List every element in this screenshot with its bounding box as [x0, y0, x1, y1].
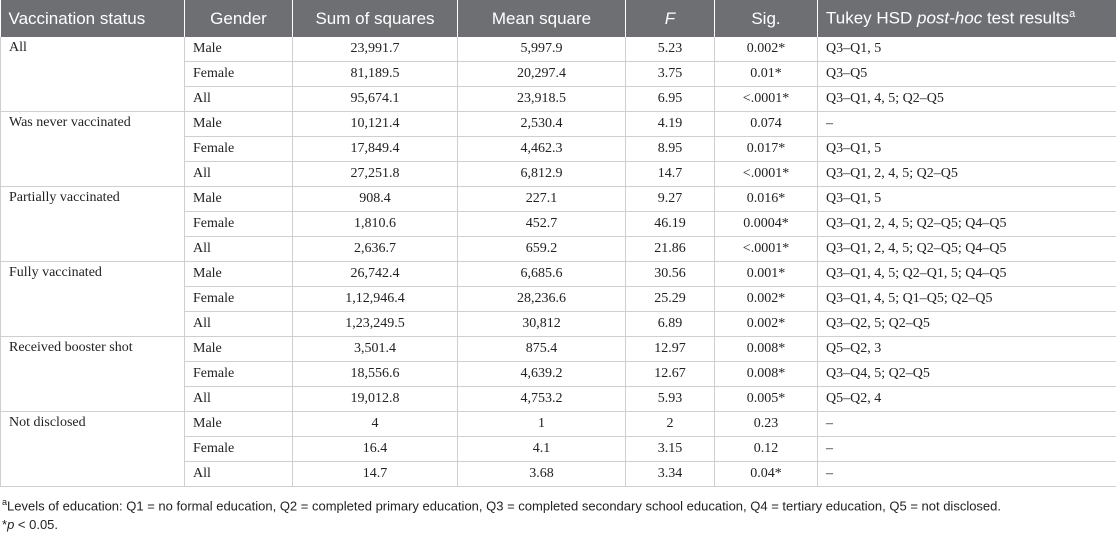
sum-of-squares-cell: 4	[293, 412, 458, 437]
tukey-cell: Q3–Q1, 5	[818, 137, 1116, 162]
f-cell: 46.19	[626, 212, 715, 237]
header-tukey-italic: post-hoc	[917, 8, 983, 28]
f-cell: 3.15	[626, 437, 715, 462]
sig-cell: 0.002*	[715, 287, 818, 312]
f-cell: 21.86	[626, 237, 715, 262]
vaccination-status-cell: Not disclosed	[1, 412, 185, 487]
sig-cell: <.0001*	[715, 162, 818, 187]
f-cell: 25.29	[626, 287, 715, 312]
mean-square-cell: 4.1	[458, 437, 626, 462]
tukey-cell: Q3–Q1, 5	[818, 187, 1116, 212]
mean-square-cell: 6,812.9	[458, 162, 626, 187]
header-f-label: F	[664, 8, 676, 28]
sum-of-squares-cell: 81,189.5	[293, 62, 458, 87]
gender-cell: Female	[185, 62, 293, 87]
tukey-cell: Q3–Q1, 5	[818, 37, 1116, 62]
f-cell: 12.97	[626, 337, 715, 362]
sig-cell: 0.01*	[715, 62, 818, 87]
sig-cell: 0.002*	[715, 37, 818, 62]
mean-square-cell: 28,236.6	[458, 287, 626, 312]
sum-of-squares-cell: 27,251.8	[293, 162, 458, 187]
gender-cell: Male	[185, 412, 293, 437]
sig-cell: 0.12	[715, 437, 818, 462]
sig-cell: 0.005*	[715, 387, 818, 412]
sig-cell: 0.0004*	[715, 212, 818, 237]
mean-square-cell: 227.1	[458, 187, 626, 212]
f-cell: 14.7	[626, 162, 715, 187]
mean-square-cell: 659.2	[458, 237, 626, 262]
footnote-a	[2, 493, 1114, 515]
gender-cell: All	[185, 162, 293, 187]
mean-square-cell: 1	[458, 412, 626, 437]
footnote-p-text: < 0.05.	[14, 517, 59, 533]
sum-of-squares-cell: 16.4	[293, 437, 458, 462]
gender-cell: All	[185, 387, 293, 412]
header-sum-of-squares: Sum of squares	[293, 0, 458, 37]
vaccination-status-cell: Received booster shot	[1, 337, 185, 412]
sum-of-squares-cell: 1,23,249.5	[293, 312, 458, 337]
vaccination-status-cell: Fully vaccinated	[1, 262, 185, 337]
f-cell: 3.34	[626, 462, 715, 487]
tukey-cell: –	[818, 112, 1116, 137]
mean-square-cell: 30,812	[458, 312, 626, 337]
f-cell: 6.89	[626, 312, 715, 337]
tukey-cell: –	[818, 412, 1116, 437]
table-row	[1, 262, 1116, 287]
gender-cell: All	[185, 87, 293, 112]
mean-square-cell: 5,997.9	[458, 37, 626, 62]
header-vaccination-status: Vaccination status	[1, 0, 185, 37]
f-cell: 4.19	[626, 112, 715, 137]
tukey-cell: Q3–Q1, 4, 5; Q2–Q1, 5; Q4–Q5	[818, 262, 1116, 287]
sum-of-squares-cell: 14.7	[293, 462, 458, 487]
table-row	[1, 187, 1116, 212]
header-gender: Gender	[185, 0, 293, 37]
sum-of-squares-cell: 26,742.4	[293, 262, 458, 287]
mean-square-cell: 452.7	[458, 212, 626, 237]
gender-cell: Female	[185, 137, 293, 162]
mean-square-cell: 4,639.2	[458, 362, 626, 387]
tukey-cell: Q3–Q1, 2, 4, 5; Q2–Q5; Q4–Q5	[818, 237, 1116, 262]
sum-of-squares-cell: 2,636.7	[293, 237, 458, 262]
f-cell: 30.56	[626, 262, 715, 287]
header-tukey	[818, 0, 1116, 37]
table-row	[1, 112, 1116, 137]
sum-of-squares-cell: 23,991.7	[293, 37, 458, 62]
sig-cell: 0.23	[715, 412, 818, 437]
tukey-cell: Q3–Q4, 5; Q2–Q5	[818, 362, 1116, 387]
sum-of-squares-cell: 3,501.4	[293, 337, 458, 362]
sig-cell: 0.04*	[715, 462, 818, 487]
vaccination-status-cell: Was never vaccinated	[1, 112, 185, 187]
mean-square-cell: 875.4	[458, 337, 626, 362]
mean-square-cell: 2,530.4	[458, 112, 626, 137]
mean-square-cell: 3.68	[458, 462, 626, 487]
header-sig: Sig.	[715, 0, 818, 37]
mean-square-cell: 4,753.2	[458, 387, 626, 412]
mean-square-cell: 6,685.6	[458, 262, 626, 287]
sig-cell: 0.001*	[715, 262, 818, 287]
header-tukey-post: test results	[982, 8, 1070, 28]
f-cell: 6.95	[626, 87, 715, 112]
gender-cell: Male	[185, 112, 293, 137]
f-cell: 3.75	[626, 62, 715, 87]
gender-cell: Male	[185, 187, 293, 212]
footnote-p	[2, 515, 1114, 534]
gender-cell: Female	[185, 212, 293, 237]
gender-cell: Male	[185, 262, 293, 287]
sum-of-squares-cell: 1,810.6	[293, 212, 458, 237]
gender-cell: Female	[185, 287, 293, 312]
gender-cell: Female	[185, 437, 293, 462]
header-tukey-pre: Tukey HSD	[826, 8, 918, 28]
sum-of-squares-cell: 18,556.6	[293, 362, 458, 387]
tukey-cell: Q3–Q5	[818, 62, 1116, 87]
sig-cell: 0.002*	[715, 312, 818, 337]
tukey-cell: Q3–Q1, 4, 5; Q1–Q5; Q2–Q5	[818, 287, 1116, 312]
mean-square-cell: 20,297.4	[458, 62, 626, 87]
header-f	[626, 0, 715, 37]
sig-cell: 0.008*	[715, 337, 818, 362]
tukey-cell: Q3–Q1, 2, 4, 5; Q2–Q5; Q4–Q5	[818, 212, 1116, 237]
sum-of-squares-cell: 1,12,946.4	[293, 287, 458, 312]
table-footnotes	[0, 487, 1116, 534]
footnote-a-text: Levels of education: Q1 = no formal education, Q2 = completed primary education, Q3 = completed secondary school education, Q4 = tertiary education, Q5 = not disclosed.	[7, 498, 1002, 514]
sig-cell: 0.017*	[715, 137, 818, 162]
header-tukey-sup: a	[1069, 8, 1076, 21]
gender-cell: Male	[185, 37, 293, 62]
tukey-cell: Q3–Q1, 2, 4, 5; Q2–Q5	[818, 162, 1116, 187]
f-cell: 2	[626, 412, 715, 437]
header-mean-square: Mean square	[458, 0, 626, 37]
gender-cell: All	[185, 237, 293, 262]
header-row	[1, 0, 1116, 37]
sum-of-squares-cell: 95,674.1	[293, 87, 458, 112]
tukey-cell: –	[818, 462, 1116, 487]
gender-cell: Female	[185, 362, 293, 387]
footnote-p-italic: p	[7, 517, 15, 533]
sig-cell: 0.074	[715, 112, 818, 137]
sig-cell: <.0001*	[715, 237, 818, 262]
gender-cell: All	[185, 312, 293, 337]
footnote-star: *	[2, 517, 8, 533]
f-cell: 8.95	[626, 137, 715, 162]
tukey-cell: Q3–Q2, 5; Q2–Q5	[818, 312, 1116, 337]
sum-of-squares-cell: 10,121.4	[293, 112, 458, 137]
tukey-cell: Q5–Q2, 3	[818, 337, 1116, 362]
sig-cell: 0.008*	[715, 362, 818, 387]
f-cell: 5.23	[626, 37, 715, 62]
gender-cell: Male	[185, 337, 293, 362]
vaccination-status-cell: All	[1, 37, 185, 112]
table-body	[1, 37, 1116, 487]
tukey-cell: –	[818, 437, 1116, 462]
f-cell: 5.93	[626, 387, 715, 412]
f-cell: 12.67	[626, 362, 715, 387]
table-row	[1, 412, 1116, 437]
sum-of-squares-cell: 19,012.8	[293, 387, 458, 412]
sum-of-squares-cell: 17,849.4	[293, 137, 458, 162]
table-row	[1, 337, 1116, 362]
f-cell: 9.27	[626, 187, 715, 212]
table-row	[1, 37, 1116, 62]
sig-cell: <.0001*	[715, 87, 818, 112]
mean-square-cell: 4,462.3	[458, 137, 626, 162]
sum-of-squares-cell: 908.4	[293, 187, 458, 212]
footnote-a-marker: a	[2, 497, 8, 507]
vaccination-status-cell: Partially vaccinated	[1, 187, 185, 262]
tukey-cell: Q5–Q2, 4	[818, 387, 1116, 412]
sig-cell: 0.016*	[715, 187, 818, 212]
table-header	[1, 0, 1116, 37]
mean-square-cell: 23,918.5	[458, 87, 626, 112]
gender-cell: All	[185, 462, 293, 487]
tukey-cell: Q3–Q1, 4, 5; Q2–Q5	[818, 87, 1116, 112]
